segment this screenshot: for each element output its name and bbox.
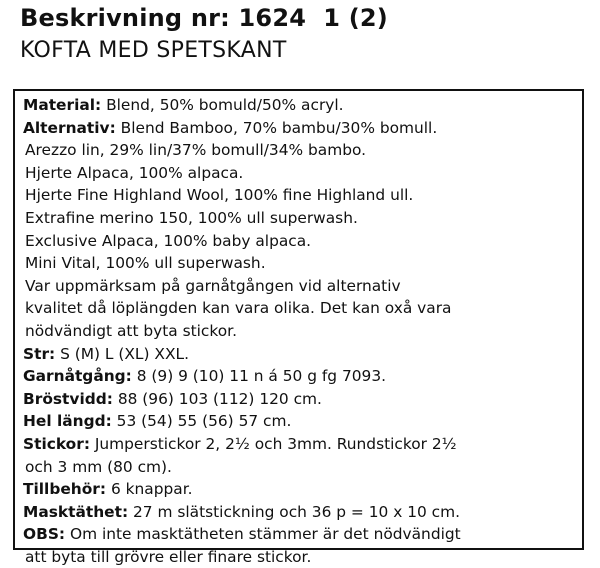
line-label: Tillbehör: xyxy=(23,480,107,499)
line-text: Blend, 50% bomuld/50% acryl. xyxy=(101,96,344,114)
info-line-needles xyxy=(23,433,583,456)
line-text: 88 (96) 103 (112) 120 cm. xyxy=(112,389,322,408)
line-text: Hjerte Fine Highland Wool, 100% fine Highland ull. xyxy=(25,186,414,205)
line-text: nödvändigt att byta stickor. xyxy=(25,321,237,340)
line-text: 27 m slätstickning och 36 p = 10 x 10 cm. xyxy=(128,502,461,521)
line-text: Om inte masktätheten stämmer är det nödvändigt xyxy=(65,525,461,544)
info-line xyxy=(23,230,583,253)
line-text: 8 (9) 9 (10) 11 n á 50 g fg 7093. xyxy=(131,367,387,386)
info-lines xyxy=(23,94,583,568)
pattern-subtitle: KOFTA MED SPETSKANT xyxy=(20,38,287,63)
line-text: Exclusive Alpaca, 100% baby alpaca. xyxy=(25,231,312,250)
info-line-length xyxy=(23,410,583,433)
line-text: S (M) L (XL) XXL. xyxy=(55,344,189,363)
line-label: OBS: xyxy=(23,525,66,544)
line-label: Material: xyxy=(23,96,102,114)
info-line-note xyxy=(23,523,583,546)
info-line-accessories xyxy=(23,478,583,501)
info-line-size xyxy=(23,343,583,366)
info-line xyxy=(23,184,583,207)
info-line xyxy=(23,275,583,298)
line-text: Mini Vital, 100% ull superwash. xyxy=(25,254,266,273)
info-line xyxy=(23,320,583,343)
line-text: Var uppmärksam på garnåtgången vid alternativ xyxy=(25,276,401,295)
info-line xyxy=(23,162,583,185)
line-text: Arezzo lin, 29% lin/37% bomull/34% bambo. xyxy=(25,141,367,160)
line-label: Alternativ: xyxy=(23,118,116,137)
info-line xyxy=(23,456,583,479)
line-label: Masktäthet: xyxy=(23,502,129,521)
line-text: Jumperstickor 2, 2½ och 3mm. Rundstickor 2½ xyxy=(89,434,457,453)
line-label: Hel längd: xyxy=(23,412,112,431)
line-label: Garnåtgång: xyxy=(23,367,132,386)
info-line-yarn-amount xyxy=(23,365,583,388)
info-line xyxy=(23,207,583,230)
line-text: 6 knappar. xyxy=(106,480,193,499)
line-text: och 3 mm (80 cm). xyxy=(25,457,172,476)
info-line-gauge xyxy=(23,501,583,524)
line-label: Stickor: xyxy=(23,434,90,453)
info-line-alternativ xyxy=(23,117,583,140)
line-text: att byta till grövre eller finare stickor. xyxy=(25,547,312,566)
pattern-title: Beskrivning nr: 1624 1 (2) xyxy=(20,4,388,32)
info-line-material xyxy=(23,94,583,117)
info-line xyxy=(23,139,583,162)
info-line-chest xyxy=(23,388,583,411)
line-text: Hjerte Alpaca, 100% alpaca. xyxy=(25,163,244,182)
line-text: 53 (54) 55 (56) 57 cm. xyxy=(111,412,292,431)
line-label: Str: xyxy=(23,344,56,363)
line-label: Bröstvidd: xyxy=(23,389,113,408)
line-text: kvalitet då löplängden kan vara olika. Det kan oxå vara xyxy=(25,299,452,318)
info-line xyxy=(23,252,583,275)
line-text: Blend Bamboo, 70% bambu/30% bomull. xyxy=(115,118,438,137)
line-text: Extrafine merino 150, 100% ull superwash. xyxy=(25,208,358,227)
info-line xyxy=(23,297,583,320)
